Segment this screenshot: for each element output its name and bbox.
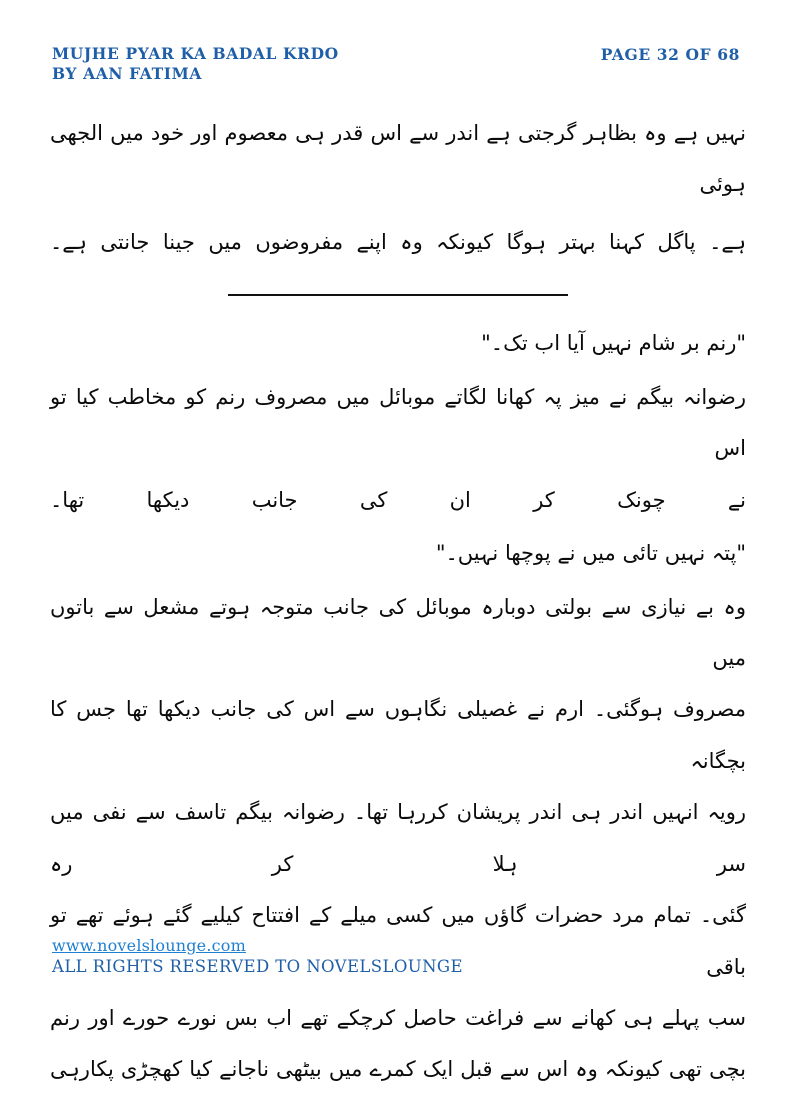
book-title-block xyxy=(52,44,339,84)
page-footer xyxy=(52,936,463,976)
website-link[interactable]: www.novelslounge.com xyxy=(52,936,246,955)
paragraph-3-line-6: بچی تھی کیونکہ وہ اس سے قبل ایک کمرے میں بیٹھی ناجانے کیا کھچڑی پکارہی xyxy=(50,1057,746,1082)
paragraph-3-line-3: رویہ انہیں اندر ہی اندر پریشان کررہا تھا۔ رضوانہ بیگم تاسف سے نفی میں سر ہلا کر رہ xyxy=(50,800,746,876)
page-indicator: PAGE 32 OF 68 xyxy=(600,45,740,64)
paragraph-3 xyxy=(50,582,746,1096)
section-divider xyxy=(228,294,568,296)
dialogue-1: "رنم بر شام نہیں آیا اب تک۔" xyxy=(481,331,746,356)
dialogue-2: "پتہ نہیں تائی میں نے پوچھا نہیں۔" xyxy=(435,541,746,566)
section-divider-wrap xyxy=(50,294,746,296)
rights-notice: ALL RIGHTS RESERVED TO NOVELSLOUNGE xyxy=(52,957,463,976)
book-author: BY AAN FATIMA xyxy=(52,63,202,83)
paragraph-1-line-1: نہیں ہے وہ بظاہر گرجتی ہے اندر سے اس قدر ہی معصوم اور خود میں الجھی ہوئی xyxy=(50,121,746,197)
paragraph-1-line-2: ہے۔ پاگل کہنا بہتر ہوگا کیونکہ وہ اپنے مفروضوں میں جینا جانتی ہے۔ xyxy=(50,229,746,254)
paragraph-2-line-1: رضوانہ بیگم نے میز پہ کھانا لگاتے موبائل میں مصروف رنم کو مخاطب کیا تو اس xyxy=(50,384,746,461)
paragraph-3-line-4: گئی۔ تمام مرد حضرات گاؤں میں کسی میلے کے افتتاح کیلیے گئے ہوئے تھے تو باقی xyxy=(50,903,746,979)
paragraph-3-line-1: وہ بے نیازی سے بولتی دوبارہ موبائل کی جانب متوجہ ہوتے مشعل سے باتوں میں xyxy=(50,594,746,670)
paragraph-3-line-2: مصروف ہوگئی۔ ارم نے غصیلی نگاہوں سے اس کی جانب دیکھا تھا جس کا بچگانہ xyxy=(50,697,746,773)
paragraph-1 xyxy=(50,108,746,268)
paragraph-2-line-2: نے چونک کر ان کی جانب دیکھا تھا۔ xyxy=(50,487,746,512)
page-header xyxy=(52,44,740,84)
book-title: MUJHE PYAR KA BADAL KRDO xyxy=(52,44,339,63)
paragraph-2 xyxy=(50,372,746,526)
paragraph-3-line-5: سب پہلے ہی کھانے سے فراغت حاصل کرچکے تھے اب بس نورے حورے اور رنم xyxy=(50,1006,746,1030)
